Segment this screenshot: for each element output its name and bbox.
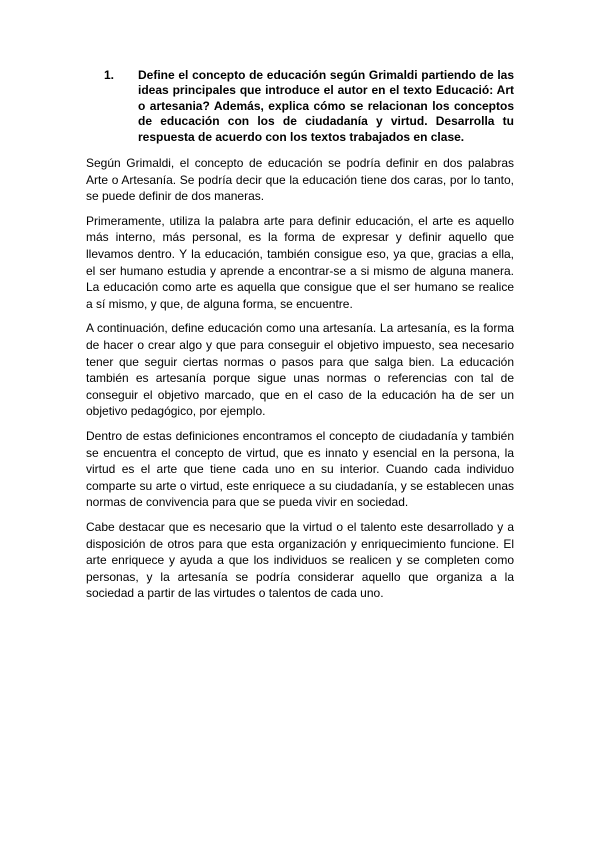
question-number: 1. (104, 68, 115, 82)
answer-paragraph-5: Cabe destacar que es necesario que la virtud o el talento este desarrollado y a disposición de otros para que esta organización y enriquecimiento funcione. El arte enriquece y ayuda a que los individuos se realicen y se completen como personas, y la artesanía se podría considerar aquello que organiza a la sociedad a partir de las virtudes o talentos de cada uno. (86, 519, 514, 601)
answer-paragraph-4: Dentro de estas definiciones encontramos el concepto de ciudadanía y también se encuentra el concepto de virtud, que es innato y esencial en la persona, la virtud es el arte que tiene cada uno en su interior. Cuando cada individuo comparte su arte o virtud, este enriquece a su ciudadanía, y se establecen unas normas de convivencia para que se pueda vivir en sociedad. (86, 428, 514, 510)
answer-paragraph-1: Según Grimaldi, el concepto de educación se podría definir en dos palabras Arte o Artesanía. Se podría decir que la educación tiene dos caras, por lo tanto, se puede definir de dos maneras. (86, 156, 514, 204)
answer-paragraph-2: Primeramente, utiliza la palabra arte para definir educación, el arte es aquello más interno, más personal, es la forma de expresar y definir aquello que llevamos dentro. Y la educación, también consigue eso, ya que, gracias a ella, el ser humano estudia y aprende a encontrar-se a si mismo de alguna manera. La educación como arte es aquella que consigue que el ser humano se realice a sí mismo, y que, de alguna forma, se encuentre. (86, 213, 514, 311)
answer-paragraph-3: A continuación, define educación como una artesanía. La artesanía, es la forma de hacer o crear algo y que para conseguir el objetivo impuesto, sea necesario tener que seguir ciertas normas o pasos para que salga bien. La educación también es artesanía porque sigue unas normas o referencias con tal de conseguir el objetivo marcado, que en el caso de la educación ha de ser un objetivo pedagógico, por ejemplo. (86, 321, 514, 419)
question-block (86, 68, 514, 145)
question-text: Define el concepto de educación según Grimaldi partiendo de las ideas principales que introduce el autor en el texto Educació: Art o artesania? Además, explica cómo se relacionan los conceptos de educación con los de ciudadanía y virtud. Desarrolla tu respuesta de acuerdo con los textos trabajados en clase. (138, 68, 514, 144)
